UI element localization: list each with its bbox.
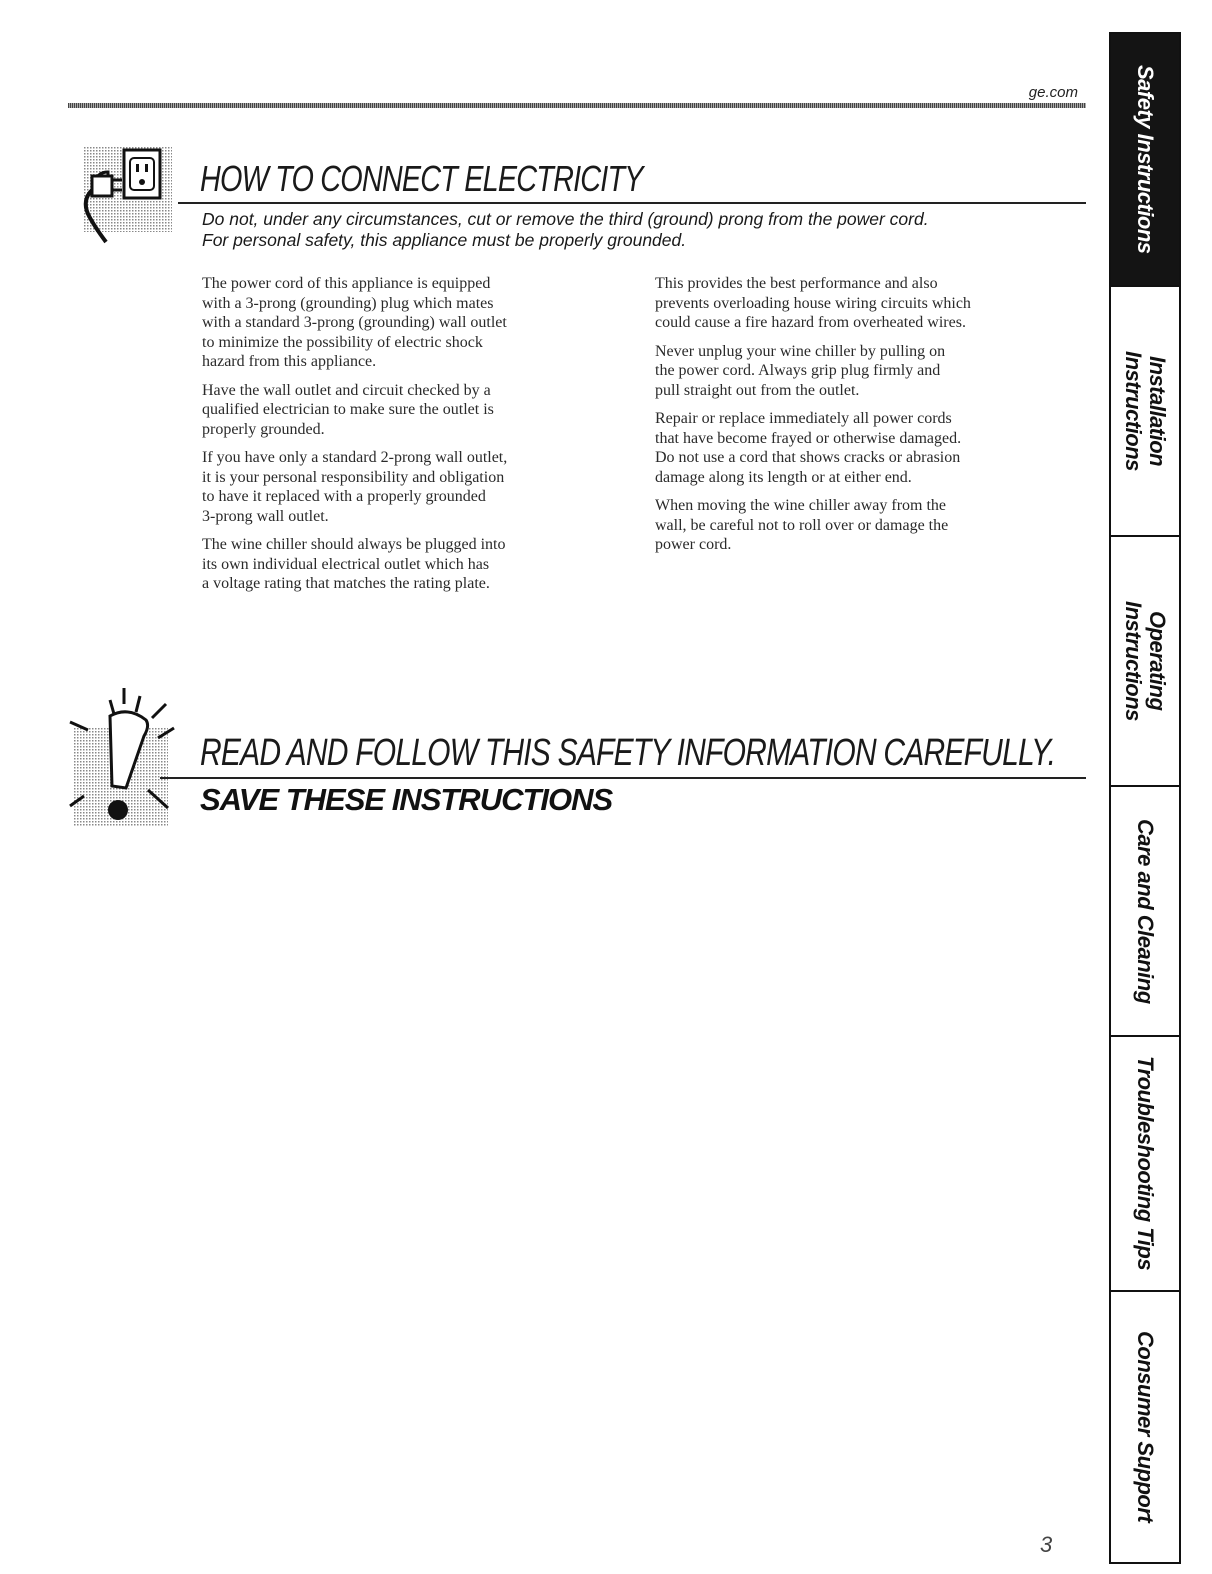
tab-consumer-support[interactable]	[1111, 1290, 1179, 1562]
tab-troubleshooting-tips[interactable]	[1111, 1035, 1179, 1290]
left-column	[202, 274, 632, 603]
paragraph: Never unplug your wine chiller by pulling on the power cord. Always grip plug firmly and pull straight out from the outlet.	[655, 342, 946, 399]
save-instructions-heading: SAVE THESE INSTRUCTIONS	[200, 782, 613, 817]
right-column	[655, 274, 1085, 564]
tab-label: Care and Cleaning	[1133, 818, 1158, 1004]
tab-installation-instructions[interactable]	[1111, 285, 1179, 535]
tab-label: Operating Instructions	[1121, 601, 1170, 721]
paragraph: The power cord of this appliance is equipped with a 3-prong (grounding) plug which mates with a standard 3-prong (grounding) wall outlet to minimize the possibility of electric shock hazard from this appliance.	[202, 275, 507, 370]
tab-safety-instructions[interactable]	[1111, 34, 1179, 285]
page-number: 3	[1040, 1532, 1053, 1557]
tab-operating-instructions[interactable]	[1111, 535, 1179, 785]
paragraph: Have the wall outlet and circuit checked by a qualified electrician to make sure the outlet is properly grounded.	[202, 381, 494, 438]
paragraph: This provides the best performance and also prevents overloading house wiring circuits which could cause a fire hazard from overheated wires.	[655, 275, 971, 331]
header-rule	[68, 103, 1086, 108]
section-title-read-and-follow: READ AND FOLLOW THIS SAFETY INFORMATION CAREFULLY.	[200, 732, 1056, 774]
site-url: ge.com	[1028, 84, 1078, 101]
tab-label: Installation Instructions	[1121, 351, 1170, 471]
tab-label: Consumer Support	[1133, 1331, 1158, 1523]
plug-outlet-icon	[78, 138, 178, 258]
tab-label: Safety Instructions	[1133, 65, 1158, 254]
section-tabs	[1109, 32, 1181, 1564]
tab-care-and-cleaning[interactable]	[1111, 785, 1179, 1035]
warning-exclamation-icon	[62, 680, 188, 830]
paragraph: If you have only a standard 2-prong wall outlet, it is your personal responsibility and obligation to have it replaced with a properly grounded 3-prong wall outlet.	[202, 449, 508, 525]
tab-label: Troubleshooting Tips	[1133, 1056, 1158, 1271]
paragraph: Repair or replace immediately all power cords that have become frayed or otherwise damaged. Do not use a cord that shows cracks or abrasion damage along its length or at either end.	[655, 410, 962, 486]
grounding-warning: Do not, under any circumstances, cut or remove the third (ground) prong from the power cord. For personal safety, this appliance must be properly grounded.	[202, 209, 929, 250]
section-title-connect-electricity: HOW TO CONNECT ELECTRICITY	[200, 158, 643, 199]
section-rule	[178, 202, 1086, 204]
section-rule	[160, 777, 1086, 779]
paragraph: The wine chiller should always be plugged into its own individual electrical outlet which has a voltage rating that matches the rating plate.	[202, 536, 506, 592]
paragraph: When moving the wine chiller away from the wall, be careful not to roll over or damage the power cord.	[655, 497, 949, 553]
